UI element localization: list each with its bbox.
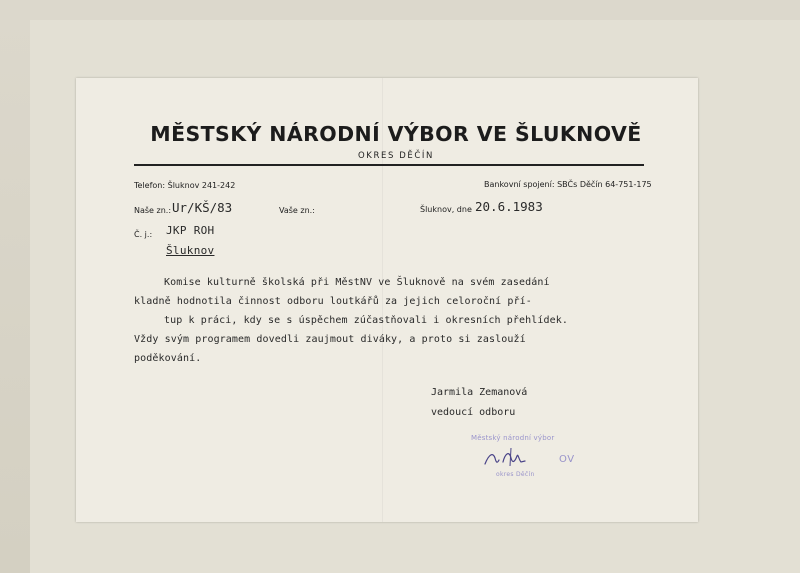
- letterhead-rule: [134, 164, 644, 166]
- official-stamp: [471, 434, 581, 482]
- body-line: Vždy svým programem dovedli zaujmout diváky, a proto si zaslouží: [134, 334, 526, 345]
- body-line: kladně hodnotila činnost odboru loutkářů za jejich celoroční pří-: [134, 296, 532, 307]
- handwritten-signature-icon: [481, 444, 551, 470]
- our-ref-value: Ur/KŠ/83: [172, 200, 233, 215]
- stamp-tail-text: OV: [559, 454, 575, 465]
- letterhead-subtitle: OKRES DĚČÍN: [358, 151, 434, 161]
- stamp-bottom-text: okres Děčín: [496, 471, 535, 478]
- your-ref-label: Vaše zn.:: [279, 206, 315, 215]
- date-value: 20.6.1983: [475, 199, 543, 214]
- signatory-role: vedoucí odboru: [431, 407, 516, 418]
- our-ref-label: Naše zn.:: [134, 206, 172, 215]
- stamp-top-text: Městský národní výbor: [471, 434, 555, 442]
- recipient-city: Šluknov: [166, 244, 215, 257]
- signatory-name: Jarmila Zemanová: [431, 387, 528, 398]
- phone-info: Telefon: Šluknov 241-242: [134, 181, 236, 190]
- place-date-label: Šluknov, dne: [420, 205, 472, 214]
- cj-label: Č. j.:: [134, 230, 153, 239]
- body-line: poděkování.: [134, 353, 202, 364]
- letter-body: [134, 273, 674, 368]
- bank-info: Bankovní spojení: SBČs Děčín 64-751-175: [484, 180, 652, 189]
- recipient-name: JKP ROH: [166, 224, 215, 237]
- body-line: Komise kulturně školská při MěstNV ve Šluknově na svém zasedání: [164, 277, 550, 288]
- letterhead-title: MĚSTSKÝ NÁRODNÍ VÝBOR VE ŠLUKNOVĚ: [150, 122, 642, 146]
- body-line: tup k práci, kdy se s úspěchem zúčastňovali i okresních přehlídek.: [164, 315, 568, 326]
- letter-sheet: [76, 78, 698, 522]
